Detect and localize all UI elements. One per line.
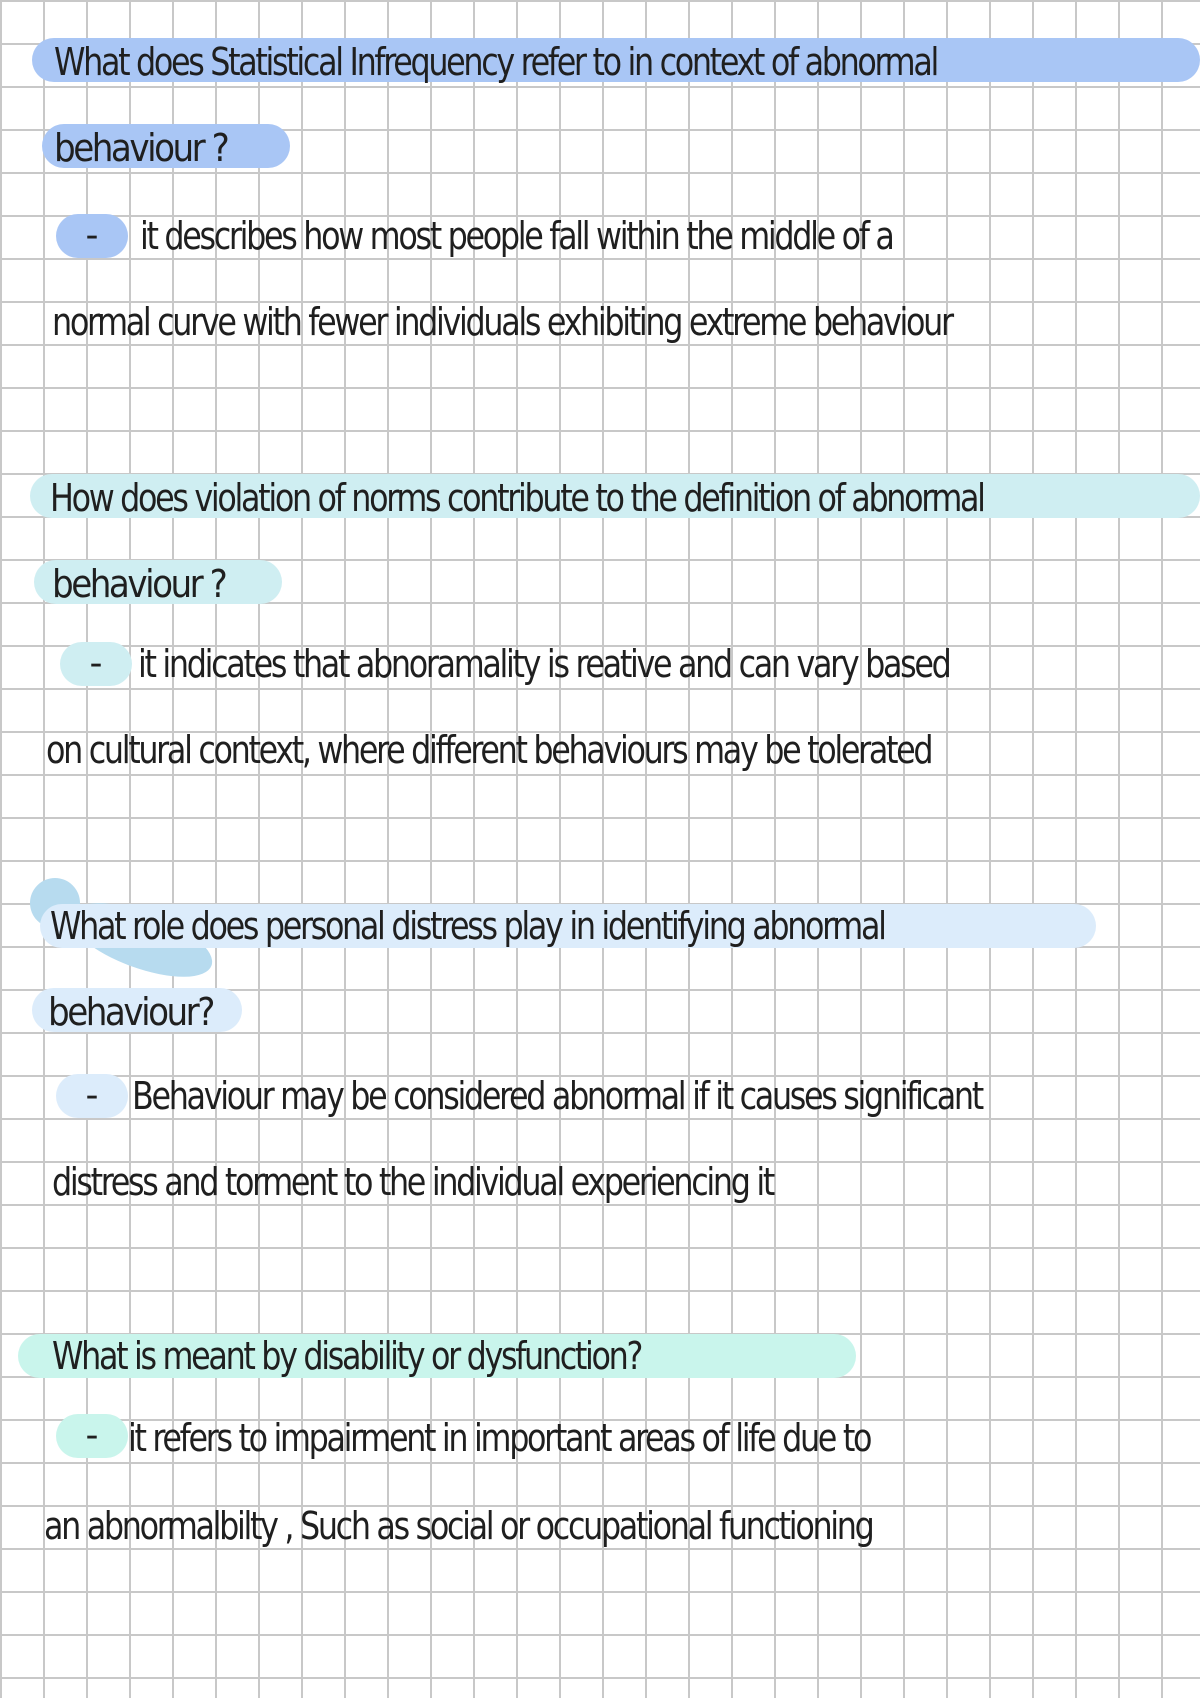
answer-1-line-1 <box>140 208 949 264</box>
answer-text: on cultural context, where different behaviours may be tolerated <box>46 728 932 772</box>
answer-text: it refers to impairment in important areas of life due to <box>128 1416 871 1460</box>
answer-3-line-1 <box>132 1068 1046 1124</box>
question-text: behaviour ? <box>52 562 226 606</box>
answer-4-line-1 <box>128 1410 926 1466</box>
answer-text: it describes how most people fall within the middle of a <box>140 214 893 258</box>
question-3-line-2 <box>48 984 213 1040</box>
answer-text: an abnormalbilty , Such as social or occupational functioning <box>44 1504 873 1548</box>
answer-dash: - <box>85 1415 99 1456</box>
question-4-line-1 <box>52 1328 685 1384</box>
answer-dash: - <box>89 643 103 684</box>
answer-4-line-2 <box>44 1498 935 1554</box>
question-text: behaviour ? <box>54 126 228 170</box>
question-1-line-1 <box>54 34 1003 90</box>
question-text: What is meant by disability or dysfunction? <box>52 1334 642 1378</box>
answer-text: distress and torment to the individual experiencing it <box>52 1160 773 1204</box>
question-text: How does violation of norms contribute to the definition of abnormal <box>50 476 984 520</box>
question-text: behaviour? <box>48 990 213 1034</box>
question-2-line-1 <box>50 470 1054 526</box>
question-1-line-2 <box>54 120 227 176</box>
answer-text: normal curve with fewer individuals exhibiting extreme behaviour <box>52 300 952 344</box>
answer-2-line-2 <box>46 722 998 778</box>
question-text: What does Statistical Infrequency refer to in context of abnormal <box>54 40 937 84</box>
question-text: What role does personal distress play in identifying abnormal <box>50 904 885 948</box>
answer-3-line-2 <box>52 1154 827 1210</box>
answer-1-line-2 <box>52 294 1019 350</box>
answer-dash: - <box>85 1075 99 1116</box>
answer-text: Behaviour may be considered abnormal if it causes significant <box>132 1074 982 1118</box>
question-3-line-1 <box>50 898 947 954</box>
answer-dash: - <box>85 215 99 256</box>
question-2-line-2 <box>52 556 225 612</box>
answer-text: it indicates that abnoramality is reative and can vary based <box>138 642 950 686</box>
answer-2-line-1 <box>138 636 1011 692</box>
